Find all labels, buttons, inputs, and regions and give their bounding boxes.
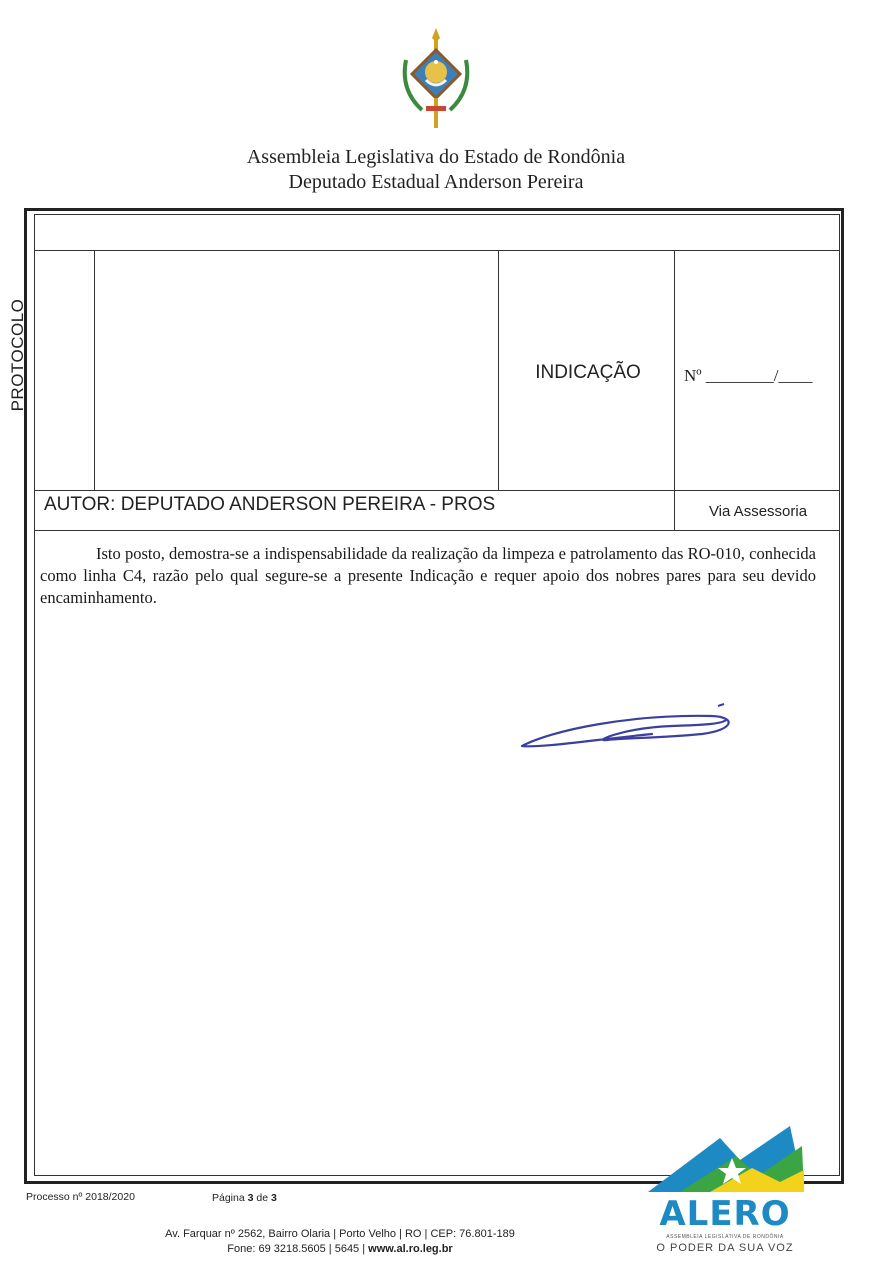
page-prefix: Página: [212, 1192, 248, 1204]
page-separator: de: [253, 1192, 271, 1204]
body-paragraph: Isto posto, demostra-se a indispensabilidade da realização da limpeza e patrolamento das RO-010, conhecida como linha C4, razão pelo qual segure-se a presente Indicação e requer apoio dos nobres pares para seu devido encaminhamento.: [40, 544, 816, 607]
autor-field: AUTOR: DEPUTADO ANDERSON PEREIRA - PROS: [44, 494, 496, 515]
alero-wordmark: ALERO: [659, 1194, 791, 1234]
indicacao-right-divider: [674, 250, 675, 530]
form-top-divider: [34, 250, 840, 251]
form-bottom-divider: [34, 530, 840, 531]
footer-address: Av. Farquar nº 2562, Bairro Olaria | Porto Velho | RO | CEP: 76.801-189: [165, 1228, 515, 1240]
numero-field: Nº ________/____: [684, 366, 813, 385]
via-assessoria-field: Via Assessoria: [708, 503, 808, 520]
alero-slogan: O PODER DA SUA VOZ: [656, 1242, 794, 1254]
header-assembly-name: Assembleia Legislativa do Estado de Rondônia: [246, 146, 626, 168]
protocolo-divider: [94, 250, 95, 490]
footer-contact: [100, 1243, 580, 1255]
header-deputy-name: Deputado Estadual Anderson Pereira: [288, 171, 584, 193]
page-current: 3: [247, 1192, 254, 1204]
alero-logo-icon: [640, 1120, 810, 1200]
processo-number: Processo nº 2018/2020: [26, 1191, 135, 1203]
document-inner-frame: [34, 214, 840, 1176]
footer-website: www.al.ro.leg.br: [368, 1243, 453, 1255]
page-total: 3: [270, 1192, 277, 1204]
alero-subtitle: ASSEMBLEIA LEGISLATIVA DE RONDÔNIA: [666, 1234, 784, 1240]
protocolo-label: PROTOCOLO: [8, 298, 27, 412]
coat-of-arms-icon: [396, 20, 476, 136]
indicacao-label: INDICAÇÃO: [535, 362, 641, 383]
indicacao-left-divider: [498, 250, 499, 490]
footer-phone: Fone: 69 3218.5605 | 5645 |: [227, 1243, 369, 1255]
signature-icon: [512, 700, 742, 760]
form-middle-divider: [34, 490, 840, 491]
page-indicator: [212, 1192, 277, 1204]
